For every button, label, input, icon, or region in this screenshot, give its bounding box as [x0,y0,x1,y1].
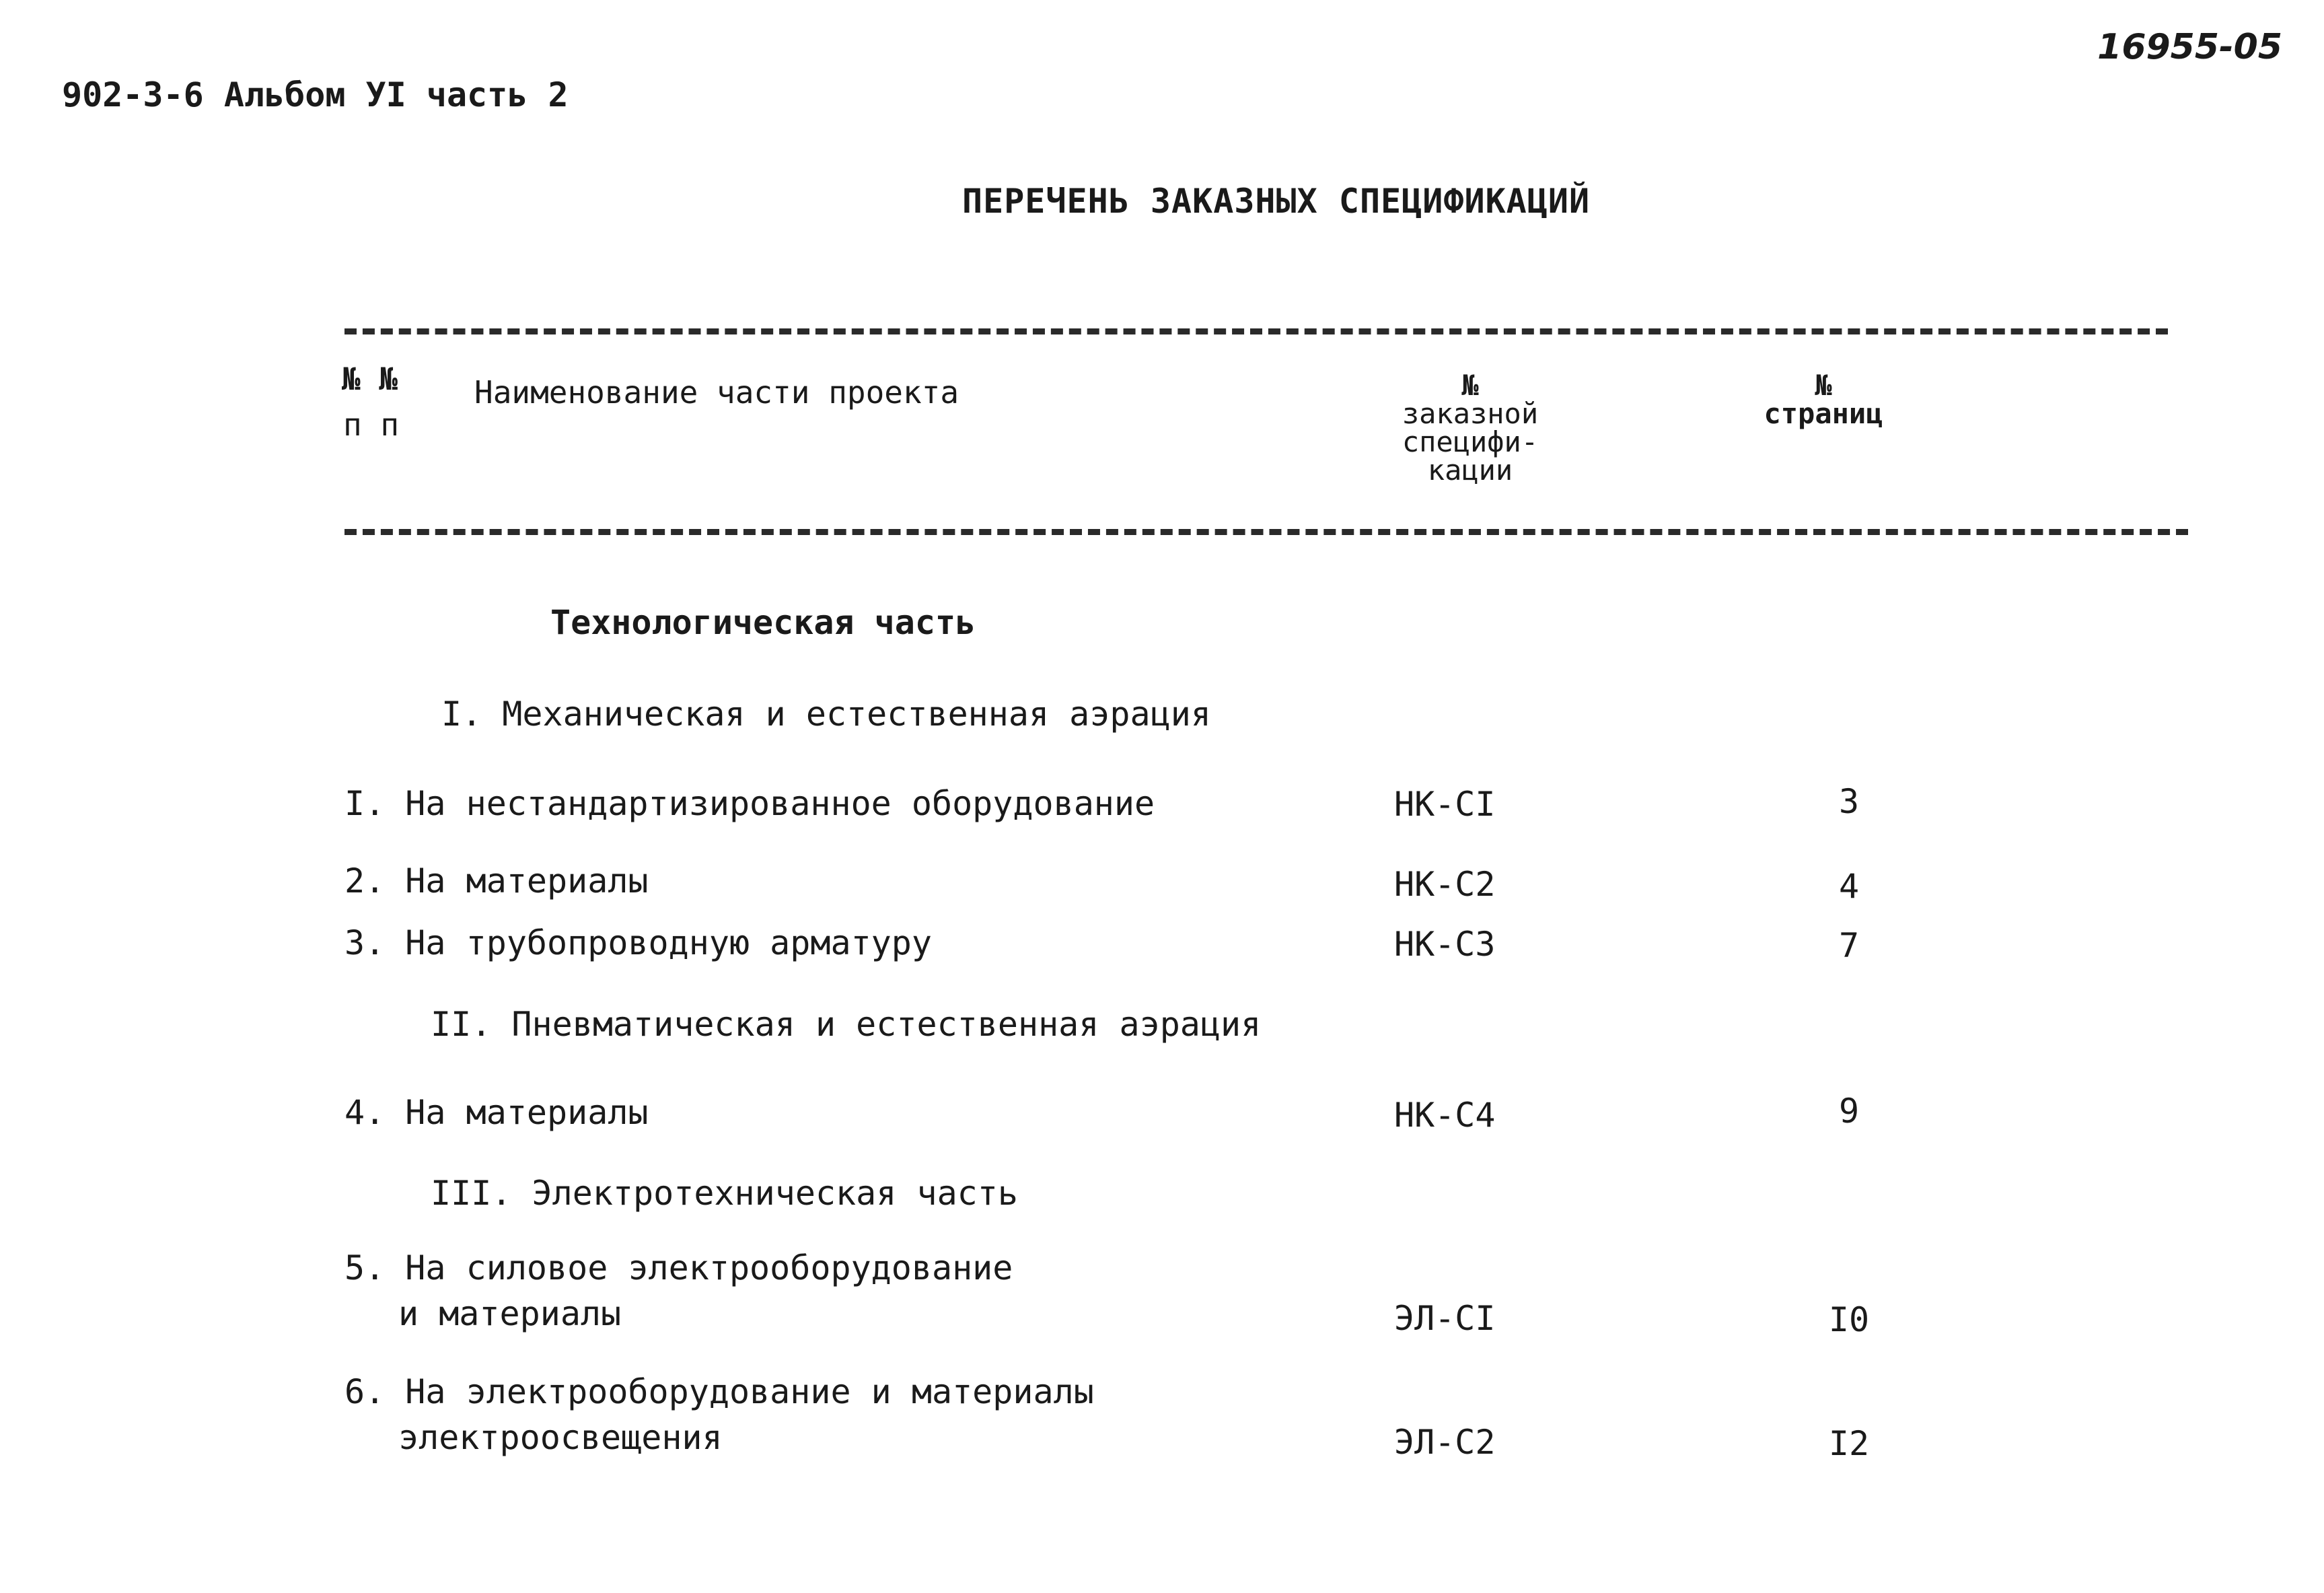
col-header-code-1: № [1461,369,1479,402]
table-row-6-code: ЭЛ-С2 [1394,1423,1496,1462]
col-header-number-1: № № [342,361,398,397]
top-divider [344,328,2168,334]
table-row-5-name-cont: и материалы [398,1294,622,1333]
table-row-3-page: 7 [1838,926,1860,965]
table-row-6-name: 6. На электрооборудование и материалы [344,1372,1094,1411]
document-number: 16955-05 [2097,27,2282,67]
album-reference: 902-3-6 Альбом УI часть 2 [62,75,569,114]
col-header-pages-1: № [1815,369,1832,402]
col-header-number-2: п п [343,406,400,443]
table-row-5-name: 5. На силовое электрооборудование [344,1248,1013,1287]
col-header-code-2: заказной [1402,397,1539,430]
col-header-pages [1729,371,1918,428]
table-row-3-name: 3. На трубопроводную арматуру [344,923,932,962]
header-divider [344,529,2188,535]
table-row-2-name: 2. На материалы [344,861,649,900]
subsection-heading-1: I. Механическая и естественная аэрация [441,695,1211,734]
page-title: ПЕРЕЧЕНЬ ЗАКАЗНЫХ СПЕЦИФИКАЦИЙ [962,182,1591,221]
section-heading-technological: Технологическая часть [550,603,976,642]
table-row-1-page: 3 [1838,782,1860,821]
table-row-4-name: 4. На материалы [344,1093,649,1132]
col-header-code-4: кации [1427,454,1513,487]
table-row-4-code: НК-С4 [1394,1096,1496,1135]
subsection-heading-2: II. Пневматическая и естественная аэрация [431,1005,1262,1044]
table-row-4-page: 9 [1838,1092,1860,1131]
table-row-2-code: НК-С2 [1394,865,1496,904]
table-row-2-page: 4 [1838,867,1860,906]
table-row-1-code: НК-СI [1394,785,1496,824]
table-row-5-code: ЭЛ-СI [1394,1299,1496,1338]
table-row-5-page: I0 [1828,1300,1870,1339]
subsection-heading-3: III. Электротехническая часть [431,1174,1018,1213]
col-header-pages-2: страниц [1764,397,1883,430]
table-row-1-name: I. На нестандартизированное оборудование [344,784,1155,823]
table-row-6-name-cont: электроосвещения [398,1418,723,1457]
table-row-6-page: I2 [1828,1424,1870,1463]
col-header-code-3: специфи- [1402,425,1539,458]
col-header-name: Наименование части проекта [474,374,959,411]
table-row-3-code: НК-С3 [1394,925,1496,964]
col-header-code [1379,371,1561,485]
